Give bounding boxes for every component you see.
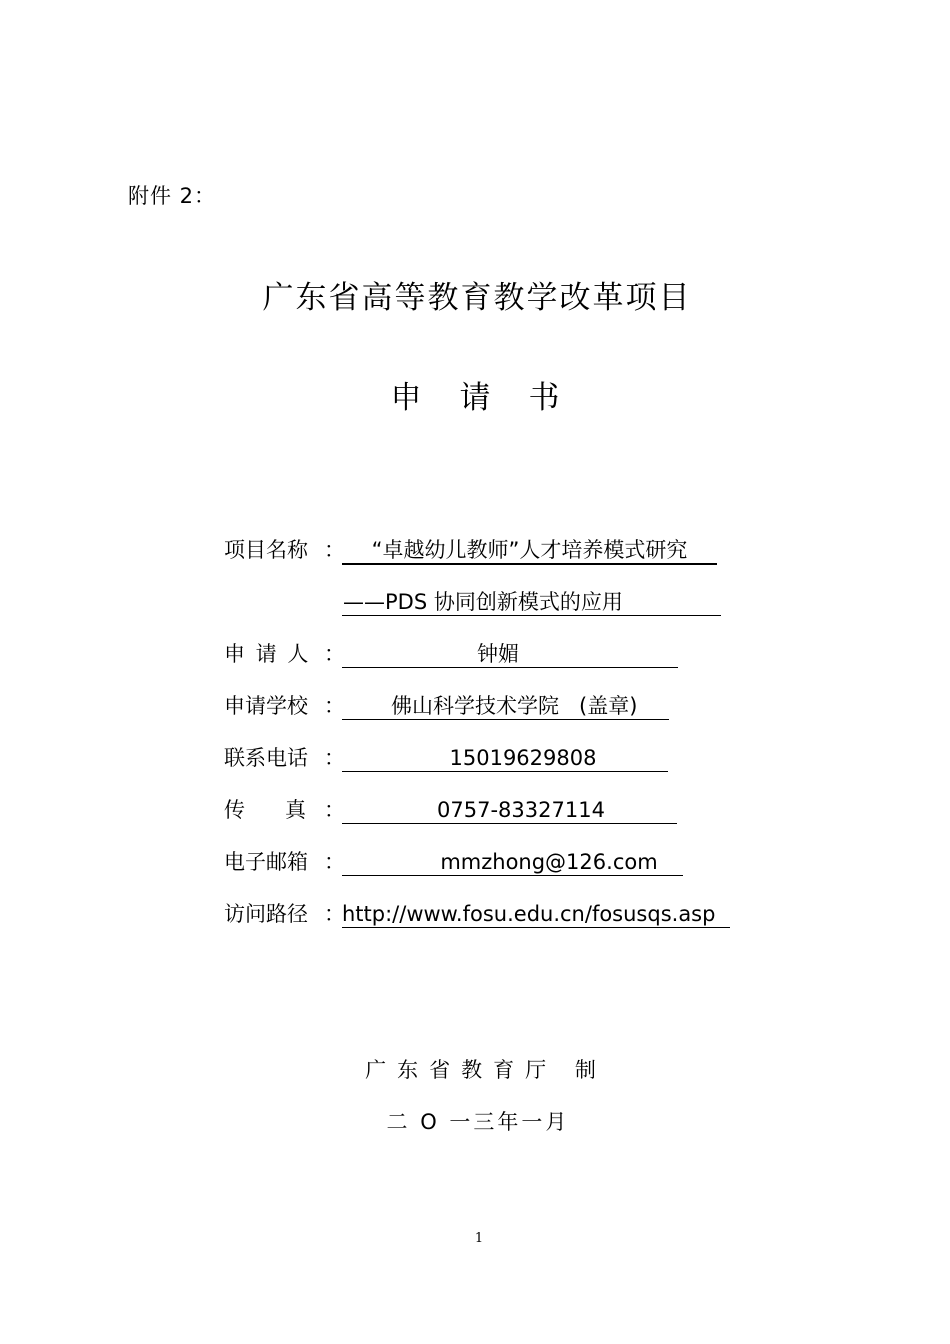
project-name-underline-1 xyxy=(342,563,717,565)
project-name-label: 项目名称 xyxy=(224,538,308,562)
page-number: 1 xyxy=(474,1231,484,1246)
fax-underline xyxy=(342,823,677,824)
phone-value: 15019629808 xyxy=(449,746,597,770)
issuer: 广东省教育厅 制 xyxy=(365,1058,607,1082)
document-title: 广东省高等教育教学改革项目 xyxy=(262,280,692,316)
fax-label: 传 真 xyxy=(224,798,307,822)
url-label: 访问路径 xyxy=(224,902,308,926)
school-value: 佛山科学技术学院 (盖章) xyxy=(391,694,638,718)
fax-colon: ： xyxy=(324,798,345,822)
school-label: 申请学校 xyxy=(224,694,308,718)
phone-colon: ： xyxy=(324,746,345,770)
url-colon: ： xyxy=(324,902,345,926)
email-value: mmzhong@126.com xyxy=(440,850,658,874)
document-subtitle: 申请书 xyxy=(390,380,598,416)
project-name-value-line1: “卓越幼儿教师”人才培养模式研究 xyxy=(371,538,688,562)
fax-value: 0757-83327114 xyxy=(437,798,605,822)
email-label: 电子邮箱 xyxy=(224,850,308,874)
url-value: http://www.fosu.edu.cn/fosusqs.asp xyxy=(342,902,716,926)
email-colon: ： xyxy=(324,850,345,874)
phone-label: 联系电话 xyxy=(224,746,308,770)
applicant-underline xyxy=(342,667,678,668)
attachment-label: 附件 2： xyxy=(128,184,217,208)
url-underline xyxy=(342,927,730,928)
phone-underline xyxy=(342,771,668,772)
school-colon: ： xyxy=(324,694,345,718)
applicant-value: 钟媚 xyxy=(477,642,519,666)
project-name-colon: ： xyxy=(324,538,345,562)
issue-date: 二 O 一三年一月 xyxy=(386,1110,570,1134)
applicant-colon: ： xyxy=(324,642,345,666)
project-name-value-line2: ——PDS 协同创新模式的应用 xyxy=(343,590,623,614)
school-underline xyxy=(342,719,669,720)
email-underline xyxy=(342,875,683,876)
applicant-label: 申 请 人 xyxy=(224,642,309,666)
project-name-underline-2 xyxy=(342,615,721,616)
